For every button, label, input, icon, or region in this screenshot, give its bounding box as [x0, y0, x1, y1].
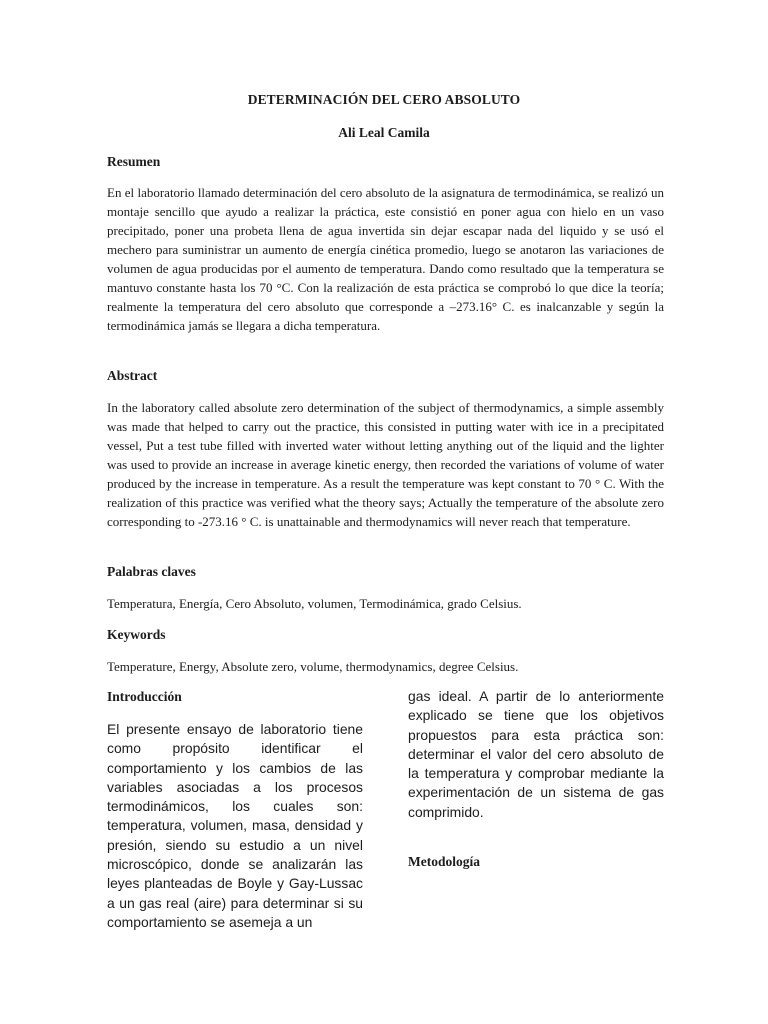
- abstract-paragraph: In the laboratory called absolute zero determination of the subject of thermodynamics, a simple assembly was made that helped to carry out the practice, this consisted in putting water with ice in a precipitated vessel, Put a test tube filled with inverted water without letting anything out of the liquid and the lighter was used to provide an increase in average kinetic energy, then recorded the variations of volume of water produced by the increase in temperature. As a result the temperature was kept constant to 70 ° C. With the realization of this practice was verified what the theory says; Actually the temperature of the absolute zero corresponding to -273.16 ° C. is unattainable and thermodynamics will never reach that temperature.: [107, 400, 664, 529]
- resumen-heading: Resumen: [107, 154, 161, 169]
- introduccion-paragraph-left: El presente ensayo de laboratorio tiene como propósito identificar el comportamiento y los cambios de las variables asociadas a los procesos termodinámicos, los cuales son: temperatura, volumen, masa, densidad y presión, siendo su estudio a un nivel microscópico, donde se analizarán las leyes planteadas de Boyle y Gay-Lussac a un gas real (aire) para determinar si su comportamiento se asemeja a un: [107, 721, 363, 930]
- resumen-paragraph: En el laboratorio llamado determinación del cero absoluto de la asignatura de termodinámica, se realizó un montaje sencillo que ayudo a realizar la práctica, este consistió en poner agua con hielo en un vaso precipitado, poner una probeta llena de agua invertida sin dejar escapar nada del liquido y se usó el mechero para suministrar un aumento de energía cinética promedio, luego se anotaron las variaciones de volumen de agua producidas por el aumento de temperatura. Dando como resultado que la temperatura se mantuvo constante hasta los 70 °C. Con la realización de esta práctica se comprobó lo que dice la teoría; realmente la temperatura del cero absoluto que corresponde a –273.16° C. es inalcanzable y según la termodinámica jamás se llegara a dicha temperatura.: [107, 185, 664, 333]
- metodologia-heading: Metodología: [408, 854, 480, 869]
- keywords-heading: Keywords: [107, 627, 166, 642]
- document-title: DETERMINACIÓN DEL CERO ABSOLUTO: [247, 92, 521, 107]
- introduccion-paragraph-right: gas ideal. A partir de lo anteriormente explicado se tiene que los objetivos propuestos para esta práctica son: determinar el valor del cero absoluto de la temperatura y comprobar mediante la experimentación de un sistema de gas comprimido.: [408, 688, 664, 820]
- palabras-claves-text: Temperatura, Energía, Cero Absoluto, volumen, Termodinámica, grado Celsius.: [107, 596, 522, 611]
- introduccion-heading: Introducción: [107, 689, 182, 704]
- palabras-claves-heading: Palabras claves: [107, 564, 196, 579]
- document-author: Ali Leal Camila: [338, 125, 430, 140]
- keywords-text: Temperature, Energy, Absolute zero, volume, thermodynamics, degree Celsius.: [107, 659, 519, 674]
- abstract-heading: Abstract: [107, 368, 158, 383]
